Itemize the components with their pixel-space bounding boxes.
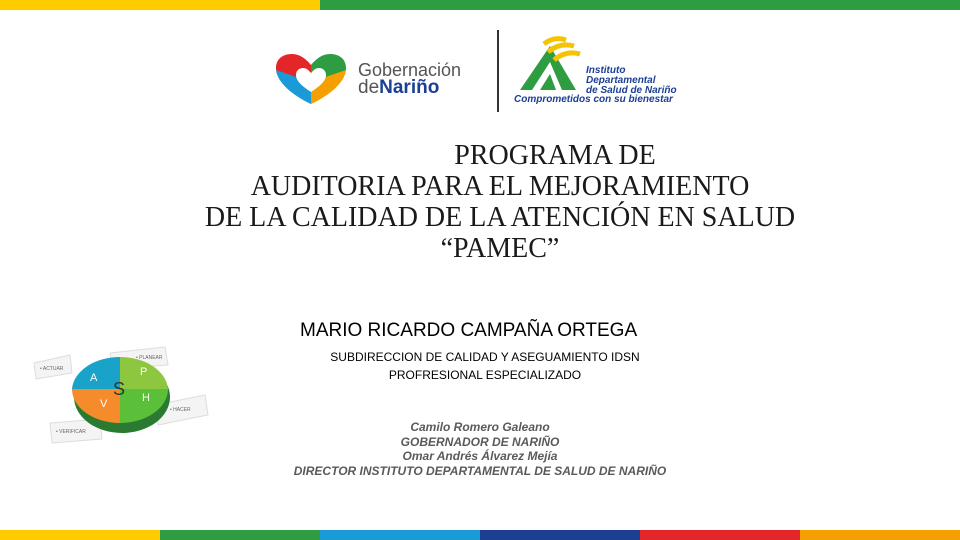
governor-name: Camilo Romero Galeano — [410, 420, 550, 434]
letter-v: V — [100, 398, 108, 410]
tag-actuar — [34, 355, 72, 379]
svg-text:• PLANEAR: • PLANEAR — [136, 355, 163, 361]
author-department: SUBDIRECCION DE CALIDAD Y ASEGUAMIENTO IDSN — [330, 350, 640, 364]
gobernacion-logo — [272, 52, 492, 108]
letter-p: P — [140, 366, 148, 378]
author-position: PROFRESIONAL ESPECIALIZADO — [388, 368, 582, 382]
gobernacion-title: Gobernación — [358, 60, 462, 80]
director-title: DIRECTOR INSTITUTO DEPARTAMENTAL DE SALUD DE NARIÑO — [293, 463, 667, 478]
idsn-slogan: Comprometidos con su bienestar — [514, 94, 673, 105]
center-s: S — [113, 379, 126, 399]
logo-divider — [497, 30, 499, 112]
letter-h: H — [142, 392, 150, 404]
author-name: MARIO RICARDO CAMPAÑA ORTEGA — [300, 320, 638, 341]
bottom-color-stripe — [0, 530, 960, 540]
idsn-emblem-icon — [514, 36, 594, 94]
credits-block — [270, 420, 690, 478]
svg-text:• HACER: • HACER — [170, 407, 191, 413]
top-color-stripe — [0, 0, 960, 10]
director-name: Omar Andrés Álvarez Mejía — [402, 449, 558, 463]
idsn-name: Instituto Departamental de Salud de Nariño — [586, 65, 677, 96]
heart-logo-icon — [272, 52, 350, 108]
svg-text:• ACTUAR: • ACTUAR — [40, 366, 64, 372]
governor-title: GOBERNADOR DE NARIÑO — [400, 434, 560, 449]
svg-text:• VERIFICAR: • VERIFICAR — [56, 429, 86, 435]
idsn-logo — [514, 36, 694, 108]
phva-cycle-diagram — [30, 345, 215, 455]
gobernacion-subtitle: deNariño — [358, 77, 440, 98]
presentation-title: PROGRAMA DE AUDITORIA PARA EL MEJORAMIENTO DE LA CALIDAD DE LA ATENCIÓN EN SALUD “PAMEC” — [204, 140, 796, 264]
letter-a: A — [90, 372, 98, 384]
